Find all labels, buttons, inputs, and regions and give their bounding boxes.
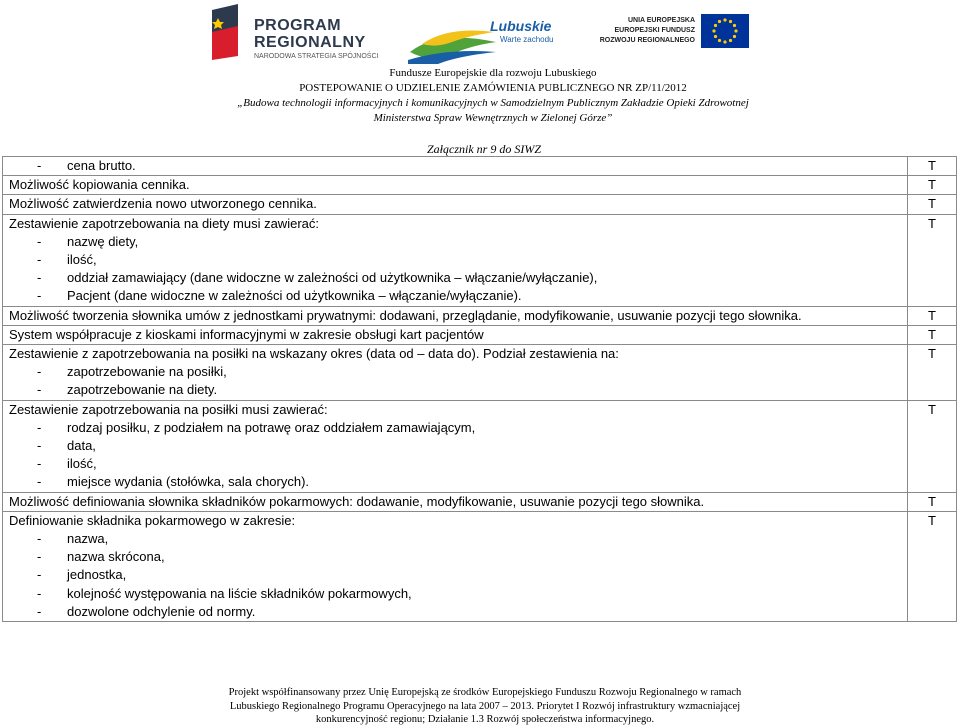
requirement-text: Możliwość definiowania słownika składników pokarmowych: dodawanie, modyfikowanie, usuwanie pozycji tego słownika. [9, 493, 705, 509]
list-item [9, 566, 907, 584]
list-item [9, 455, 907, 473]
requirement-cell [3, 176, 908, 195]
requirement-text: Możliwość kopiowania cennika. [9, 177, 190, 193]
eu-line1: UNIA EUROPEJSKA [627, 17, 695, 24]
list-item-text: dozwolone odchylenie od normy. [67, 603, 256, 619]
regionalny-label: REGIONALNY [254, 34, 366, 51]
requirement-cell [3, 306, 908, 325]
dash-bullet-icon: - [37, 585, 42, 601]
eu-text [583, 16, 695, 46]
dash-bullet-icon: - [37, 364, 42, 380]
list-item [9, 419, 907, 437]
requirement-cell [3, 214, 908, 306]
list-item-text: miejsce wydania (stołówka, sala chorych). [67, 474, 310, 490]
list-item-text: zapotrzebowanie na diety. [67, 382, 218, 398]
requirement-text: Możliwość tworzenia słownika umów z jednostkami prywatnymi: dodawani, przeglądanie, modyfikowanie, usuwanie pozycji tego słownika. [9, 307, 802, 323]
list-item-text: zapotrzebowanie na posiłki, [67, 364, 227, 380]
program-regionalny-flag-icon [208, 4, 246, 60]
dash-bullet-icon: - [37, 549, 42, 565]
list-item-text: data, [67, 438, 96, 454]
list-item [9, 363, 907, 381]
requirement-mark: T [908, 345, 957, 401]
requirements-table [2, 156, 957, 622]
requirement-text: Zestawienie zapotrzebowania na posiłki musi zawierać: [9, 401, 328, 417]
requirement-text: Zestawienie zapotrzebowania na diety musi zawierać: [9, 215, 319, 231]
list-item [9, 548, 907, 566]
footer-line-3: konkurencyjność regionu; Działanie 1.3 Rozwój społeczeństwa informacyjnego. [315, 714, 655, 725]
dash-bullet-icon: - [37, 419, 42, 435]
lubuskie-landscape-icon [408, 22, 498, 64]
requirement-mark: T [908, 306, 957, 325]
list-item [9, 251, 907, 269]
list-item [9, 473, 907, 491]
dash-bullet-icon: - [37, 567, 42, 583]
requirement-cell [3, 511, 908, 621]
list-item-text: nazwa skrócona, [67, 549, 165, 565]
eu-logo [583, 14, 753, 54]
list-item-text: oddział zamawiający (dane widoczne w zależności od użytkownika – włączanie/wyłączanie), [67, 270, 598, 286]
header-line-procurement: POSTEPOWANIE O UDZIELENIE ZAMÓWIENIA PUBLICZNEGO NR ZP/11/2012 [299, 82, 687, 94]
eu-flag-icon [701, 14, 749, 48]
table-row [3, 157, 957, 176]
requirement-cell [3, 325, 908, 344]
list-item-text: ilość, [67, 252, 97, 268]
requirement-text: Definiowanie składnika pokarmowego w zakresie: [9, 512, 296, 528]
table-row [3, 176, 957, 195]
lubuskie-logo [408, 14, 568, 66]
list-item-text: rodzaj posiłku, z podziałem na potrawę oraz oddziałem zamawiającym, [67, 419, 476, 435]
dash-bullet-icon: - [37, 158, 42, 173]
list-item-text: jednostka, [67, 567, 127, 583]
requirement-text: Możliwość zatwierdzenia nowo utworzonego cennika. [9, 196, 317, 212]
list-item-text: nazwa, [67, 531, 109, 547]
footer-line-1: Projekt współfinansowany przez Unię Europejską ze środków Europejskiego Funduszu Rozwoju Regionalnego w ramach [228, 687, 742, 698]
dash-bullet-icon: - [37, 382, 42, 398]
list-item [9, 603, 907, 621]
requirement-cell [3, 345, 908, 401]
table-row [3, 214, 957, 306]
list-item-text: Pacjent (dane widoczne w zależności od użytkownika – włączanie/wyłączanie). [67, 288, 522, 304]
dash-bullet-icon: - [37, 288, 42, 304]
header-line-project: „Budowa technologii informacyjnych i komunikacyjnych w Samodzielnym Publicznym Zakładzie Opieki Zdrowotnej [237, 97, 749, 109]
dash-bullet-icon: - [37, 252, 42, 268]
list-item-text: kolejność występowania na liście składników pokarmowych, [67, 585, 412, 601]
list-item [9, 287, 907, 305]
list-item [9, 157, 907, 175]
requirement-cell [3, 400, 908, 492]
requirements-table-body [3, 157, 957, 622]
requirement-mark: T [908, 176, 957, 195]
table-row [3, 492, 957, 511]
dash-bullet-icon: - [37, 474, 42, 490]
footer [170, 686, 800, 727]
eu-line2: EUROPEJSKI FUNDUSZ [614, 27, 695, 34]
list-item [9, 585, 907, 603]
table-row [3, 345, 957, 401]
table-row [3, 195, 957, 214]
table-row [3, 511, 957, 621]
list-item [9, 437, 907, 455]
requirement-text: System współpracuje z kioskami informacyjnymi w zakresie obsługi kart pacjentów [9, 326, 484, 342]
dash-bullet-icon: - [37, 438, 42, 454]
list-item [9, 530, 907, 548]
requirement-cell [3, 157, 908, 176]
requirement-cell [3, 195, 908, 214]
dash-bullet-icon: - [37, 270, 42, 286]
dash-bullet-icon: - [37, 233, 42, 249]
table-row [3, 400, 957, 492]
dash-bullet-icon: - [37, 603, 42, 619]
list-item-text: ilość, [67, 456, 97, 472]
annex-label: Załącznik nr 9 do SIWZ [427, 142, 541, 156]
requirement-mark: T [908, 400, 957, 492]
requirement-mark: T [908, 157, 957, 176]
requirement-cell [3, 492, 908, 511]
lubuskie-name: Lubuskie [490, 18, 552, 34]
program-label: PROGRAM [254, 17, 342, 34]
lubuskie-tagline: Warte zachodu [500, 35, 554, 44]
header-line-ministry: Ministerstwa Spraw Wewnętrznych w Zielonej Górze” [373, 112, 613, 124]
list-item [9, 269, 907, 287]
eu-line3: ROZWOJU REGIONALNEGO [599, 37, 695, 44]
dash-bullet-icon: - [37, 531, 42, 547]
table-row [3, 325, 957, 344]
requirement-mark: T [908, 511, 957, 621]
table-row [3, 306, 957, 325]
footer-line-2: Lubuskiego Regionalnego Programu Operacyjnego na lata 2007 – 2013. Priorytet I Rozwój infrastruktury wzmacniającej [229, 700, 741, 712]
requirement-mark: T [908, 195, 957, 214]
requirement-mark: T [908, 214, 957, 306]
dash-bullet-icon: - [37, 456, 42, 472]
nss-label: NARODOWA STRATEGIA SPÓJNOŚCI [254, 53, 379, 60]
list-item [9, 381, 907, 399]
list-item [9, 233, 907, 251]
header-line-funds: Fundusze Europejskie dla rozwoju Lubuskiego [389, 67, 597, 79]
list-item-text: cena brutto. [67, 158, 136, 173]
requirement-mark: T [908, 325, 957, 344]
requirement-text: Zestawienie z zapotrzebowania na posiłki na wskazany okres (data od – data do). Podział zestawienia na: [9, 346, 619, 362]
program-regionalny-logo [208, 4, 384, 62]
requirement-mark: T [908, 492, 957, 511]
list-item-text: nazwę diety, [67, 233, 139, 249]
